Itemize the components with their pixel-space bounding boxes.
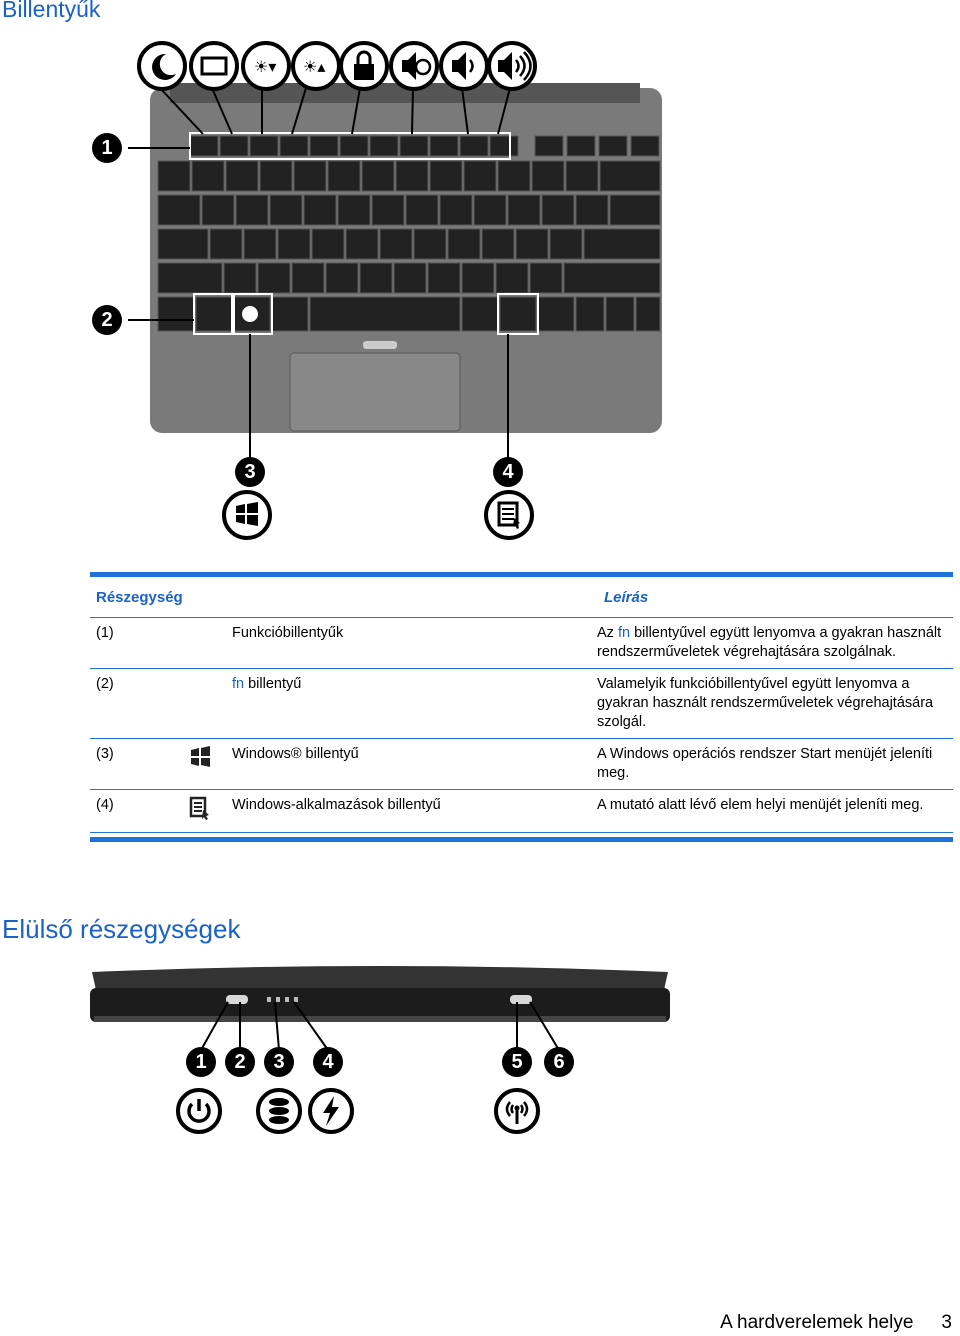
desc-prefix: Az	[597, 625, 618, 641]
windows-logo-icon	[222, 490, 272, 540]
table-bottom-rule	[90, 837, 953, 842]
application-menu-icon	[484, 490, 534, 540]
fn-key-text: fn	[617, 625, 631, 641]
fn-key-text: fn	[232, 676, 245, 692]
footer-title: A hardverelemek helye	[720, 1312, 914, 1333]
callout-3: 3	[235, 457, 265, 487]
header-component: Részegység	[96, 588, 183, 606]
section-title-front: Elülső részegységek	[2, 914, 241, 944]
table-row	[90, 739, 953, 790]
page-footer	[720, 1312, 952, 1334]
keyboard-figure	[80, 38, 680, 548]
svg-text:☀▴: ☀▴	[303, 57, 326, 76]
front-view-figure	[80, 960, 680, 1140]
row-icon-cell	[168, 624, 232, 662]
component-table	[90, 572, 953, 842]
table-row	[90, 790, 953, 833]
windows-logo-icon	[168, 745, 232, 783]
row-name: Windows® billentyű	[232, 746, 359, 762]
table-header	[90, 577, 953, 618]
header-description: Leírás	[604, 588, 649, 606]
desc-text: billentyűvel együtt lenyomva a gyakran használt rendszerműveletek végrehajtására szolgálnak.	[597, 625, 942, 660]
table-row	[90, 669, 953, 739]
callout-5: 5	[502, 1047, 532, 1077]
callout-2: 2	[92, 305, 122, 335]
callout-4: 4	[493, 457, 523, 487]
table-row	[90, 618, 953, 669]
row-description: Valamelyik funkcióbillentyűvel együtt lenyomva a gyakran használt rendszerműveletek végrehajtására szolgál.	[597, 676, 934, 730]
row-description: A mutató alatt lévő elem helyi menüjét jeleníti meg.	[597, 797, 924, 813]
application-menu-icon	[168, 796, 232, 826]
power-icon	[176, 1088, 222, 1134]
row-number: (4)	[96, 797, 114, 813]
row-description: A Windows operációs rendszer Start menüjét jeleníti meg.	[597, 746, 933, 781]
row-name	[232, 675, 597, 732]
callout-3: 3	[264, 1047, 294, 1077]
wireless-icon	[494, 1088, 540, 1134]
callout-6: 6	[544, 1047, 574, 1077]
callout-4: 4	[313, 1047, 343, 1077]
callout-1: 1	[92, 133, 122, 163]
row-description	[597, 624, 953, 662]
callout-2: 2	[225, 1047, 255, 1077]
name-text: billentyű	[244, 676, 302, 692]
row-icon-cell	[168, 675, 232, 732]
row-number: (3)	[96, 746, 114, 762]
callout-1: 1	[186, 1047, 216, 1077]
page-number: 3	[941, 1312, 952, 1333]
battery-charge-icon	[308, 1088, 354, 1134]
svg-text:☀▾: ☀▾	[254, 57, 277, 76]
drive-icon	[256, 1088, 302, 1134]
row-number: (2)	[96, 676, 114, 692]
row-number: (1)	[96, 625, 114, 641]
row-name: Funkcióbillentyűk	[232, 625, 344, 641]
section-title-keys: Billentyűk	[2, 0, 101, 22]
row-name: Windows-alkalmazások billentyű	[232, 797, 441, 813]
